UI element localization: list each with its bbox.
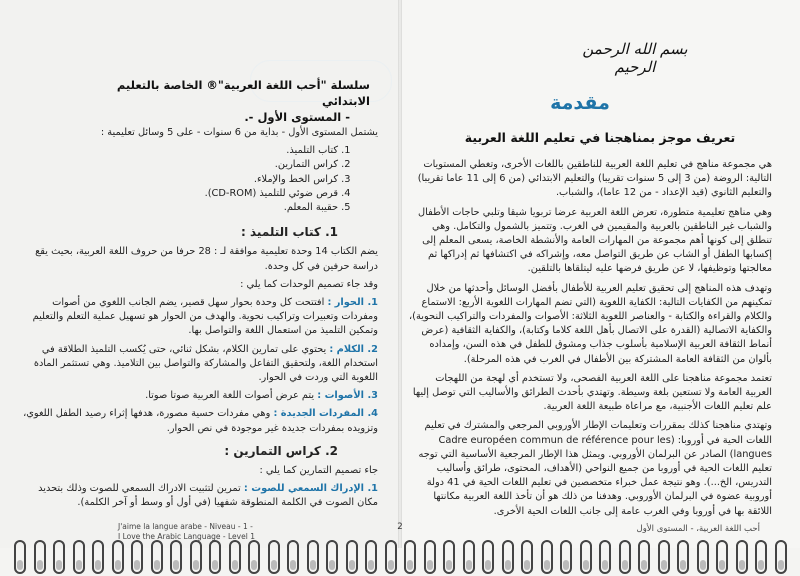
binding-coil [326,540,338,574]
binding-coil [365,540,377,574]
binding-coil [755,540,767,574]
unit-item [22,389,378,403]
binding-coil [736,540,748,574]
paragraph: يضم الكتاب 14 وحدة تعليمية موافقة لـ : 28 حرفا من حروف اللغة العربية، بحيث يقع دراسة حرفين في كل وحدة. [35,246,378,272]
list-item: 5. حقيبة المعلم. [22,201,338,215]
intro-text: يشتمل المستوى الأول - بداية من 6 سنوات - على 5 وسائل تعليمية : [100,127,378,138]
binding-coil [229,540,241,574]
item-lead: 4. المفردات الجديدة : [273,408,378,420]
binding-coil [268,540,280,574]
item-lead: 1. الإدراك السمعي للصوت : [243,483,378,495]
right-page-footer: أحب اللغة العربية، - المستوى الأول [636,524,760,534]
spiral-binding [0,540,800,576]
item-text: يحتوي على تمارين الكلام، بشكل ثنائي، حتى يُكسب التلميذ الطلاقة في استخدام اللغة، ولتحقيق التفاعل والمشاركة والتواصل بين التلاميذ. وهي تستثمر المادة اللغوية التي وردت في الحوار. [33,343,378,384]
binding-coil [112,540,124,574]
binding-coil [658,540,670,574]
binding-coil [346,540,358,574]
book-gutter [398,0,402,548]
unit-item [22,407,378,435]
binding-coil [190,540,202,574]
item-text: وهي مفردات حسية مصورة، هدفها إثراء رصيد الطفل اللغوي، وتزويده بمفردات جديدة غير موجودة في نص الحوار. [23,408,378,434]
binding-coil [287,540,299,574]
paragraph: جاء تصميم التمارين كما يلي : [259,465,378,477]
binding-coil [638,540,650,574]
item-text: يتم عرض أصوات اللغة العربية صوتا صوتا. [145,390,315,402]
tools-list [22,144,378,215]
paragraph: تعتمد مجموعة مناهجنا على اللغة العربية الفصحى، ولا تستخدم أي لهجة من اللهجات العربية العامة ولا تستعين بلغة وسيطة. وتهتدي بأحدث الطرائق والأساليب التي توصل إليها علم تعليم اللغات الأجنبية، مع مراعاة طبيعة اللغة العربية. [412,372,772,413]
binding-coil [463,540,475,574]
binding-coil [34,540,46,574]
binding-coil [443,540,455,574]
binding-coil [209,540,221,574]
item-lead: 2. الكلام : [329,343,378,355]
page-subtitle: تعريف موجز بمناهجنا في تعليم اللغة العربية [464,130,736,145]
binding-coil [307,540,319,574]
binding-coil [92,540,104,574]
series-name: سلسلة "أحب اللغة العربية"® الخاصة بالتعليم الابتدائي [116,78,370,108]
basmala-calligraphy: بسم الله الرحمن الرحيم [582,40,688,76]
section-heading: 2. كراس التمارين : [224,443,338,458]
binding-coil [599,540,611,574]
binding-coil [482,540,494,574]
item-lead: 1. الحوار : [327,297,378,309]
unit-item [22,296,378,339]
binding-coil [697,540,709,574]
paragraph: وهي مناهج تعليمية متطورة، تعرض اللغة العربية عرضا تربويا شيقا وتلبي حاجات الأطفال والشباب غير الناطقين بالعربية والمقيمين في الغرب. وتتميز بالشمول والتكامل. وهي تنطلق إلى كونها أهم مجموعة من المهارات العامة والأنشطة الخاصة، يسعى المعلم إلى إكسابها الطفل أو الشاب عن طريق التواصل معه، وإشراكه في اكتشافها ثم إدراكها ثم معالجتها وتوظيفها، لا عن طريق فرضها عليه ليتلقاها بالتلقين. [418,206,772,275]
list-item: 3. كراس الخط والإملاء. [22,173,338,187]
binding-coil [73,540,85,574]
binding-coil [541,540,553,574]
paragraph: هي مجموعة مناهج في تعليم اللغة العربية للناطقين باللغات الأخرى، وتغطي المستويات التالية: الروضة (من 3 إلى 5 سنوات تقريبا) والتعليم الابتدائي (من 6 إلى 11 عاما تقريبا) والتعليم الثانوي (قيد الإعداد - من 12 عاما)، والشباب. [417,159,772,199]
binding-coil [580,540,592,574]
list-item: 4. قرص ضوئي للتلميذ (CD-ROM). [22,187,338,201]
binding-coil [170,540,182,574]
list-item: 1. كتاب التلميذ. [22,144,338,158]
binding-coil [404,540,416,574]
section-heading: 1. كتاب التلميذ : [241,225,338,240]
list-item: 2. كراس التمارين. [22,158,338,172]
binding-coil [775,540,787,574]
paragraph: وقد جاء تصميم الوحدات كما يلي : [240,278,378,290]
paragraph: وتهدف هذه المناهج إلى تحقيق تعليم العربية للأطفال بأفضل الوسائل وأحدثها من خلال تمكينهم من الكفايات التالية: الكفاية اللغوية (التي تضم المهارات اللغوية الأربع: الاستماع والكلام والقراءة والكتابة - والعناصر اللغوية الثلاثة: الأصوات والمفردات والتراكيب النحوية)، والكفاية الاتصالية (القدرة على الاتصال بأهل اللغة كلاما وكتابة)، والكفاية الثقافية (عرض أنماط الثقافة العربية الإسلامية بأسلوب جذاب ومشوق للطفل في هذه السن، وإمداده بألوان من الثقافة العامة المشتركة بين الأطفال في الغرب في هذه المرحلة). [409,282,772,365]
page-number: 2 [397,522,403,532]
binding-coil [53,540,65,574]
series-body [22,126,378,515]
paragraph: وتهتدي مناهجنا كذلك بمقررات وتعليمات الإطار الأوروبي المرجعي والمشترك في تعليم اللغات الحية في أوروبا: (Cadre européen commun de référence pour les langues) الصادر عن البرلمان الأوروبي. ويمثل هذا الإطار المرجعية الأساسية التي توجه تعليم اللغات الحية في أوروبا من جميع النواحي (الأهداف، المحتوى، طرائق وأساليب التدريس، الخ...). وهو نتيجة عمل خبراء متخصصين في تعليم اللغات الحية في 41 دولة أوروبية عضوة في البرلمان الأوروبي. وهدفنا من ذلك هو أن تأخذ اللغة العربية مكانتها اللائقة بها في أوروبا وفي الغرب عامة إلى جانب اللغات الحية الأخرى. [418,420,772,517]
binding-coil [560,540,572,574]
item-text: تمرين لتثبيت الادراك السمعي للصوت وذلك بتحديد مكان الصوت في الكلمة المنطوقة شفهيا (في أول أو وسط أو آخر الكلمة). [38,483,378,509]
footer-line-fr: J'aime la langue arabe - Niveau - 1 - [118,522,253,531]
binding-coil [131,540,143,574]
binding-coil [716,540,728,574]
binding-coil [502,540,514,574]
left-page-footer [118,522,288,541]
binding-coil [248,540,260,574]
binding-coil [424,540,436,574]
intro-body [408,158,772,524]
binding-coil [14,540,26,574]
item-lead: 3. الأصوات : [317,390,378,402]
item-text: افتتحت كل وحدة بحوار سهل قصير، يضم الجانب اللغوي من أصوات ومفردات وتعبيرات وتراكيب نحوية. والهدف من الحوار هو تسهيل عملية التعلم والتعليم وتمكين التلميذ من استعمال اللغة والتواصل بها. [32,297,378,337]
series-title [70,77,370,125]
binding-coil [151,540,163,574]
binding-coil [385,540,397,574]
exercise-item [22,482,378,510]
binding-coil [619,540,631,574]
level-title: - المستوى الأول -. [244,110,350,124]
binding-coil [677,540,689,574]
page-title: مقدمة [550,92,610,114]
footer-line-en: I Love the Arabic Language - Level 1 [118,531,255,541]
binding-coil [521,540,533,574]
unit-item [22,343,378,386]
